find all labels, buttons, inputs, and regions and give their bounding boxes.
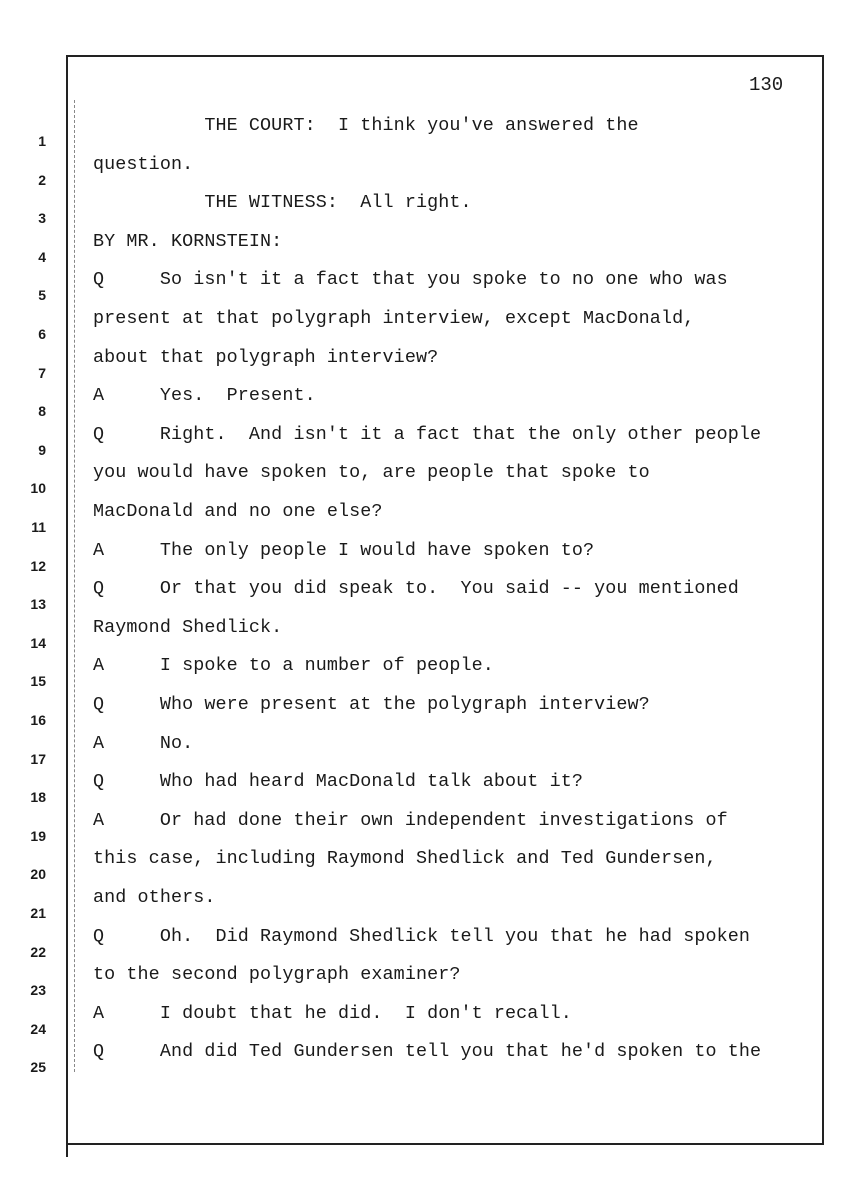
transcript-line: to the second polygraph examiner? — [93, 964, 461, 986]
line-number: 10 — [30, 480, 46, 497]
line-number: 23 — [30, 982, 46, 999]
transcript-line: Q So isn't it a fact that you spoke to no one who was — [93, 269, 728, 291]
bottom-border-tail — [66, 1143, 78, 1145]
transcript-line: A I spoke to a number of people. — [93, 655, 494, 677]
line-number: 16 — [30, 712, 46, 728]
line-number: 14 — [30, 634, 46, 651]
line-number: 8 — [38, 403, 46, 420]
line-number: 24 — [30, 1020, 46, 1037]
line-number: 21 — [30, 905, 46, 921]
line-number: 19 — [30, 827, 46, 844]
transcript-line: A No. — [93, 732, 194, 754]
line-number: 12 — [30, 557, 46, 574]
transcript-line: THE COURT: I think you've answered the — [93, 115, 639, 136]
line-number: 18 — [30, 789, 46, 806]
line-number: 11 — [31, 519, 46, 535]
transcript-line: A Or had done their own independent investigations of — [93, 809, 728, 831]
transcript-line: A I doubt that he did. I don't recall. — [93, 1002, 572, 1024]
transcript-line: question. — [93, 153, 194, 175]
transcript-line: Q Or that you did speak to. You said -- you mentioned — [93, 578, 739, 600]
line-number: 3 — [38, 210, 46, 227]
transcript-line: about that polygraph interview? — [93, 346, 439, 368]
transcript-line: Q Who were present at the polygraph interview? — [93, 694, 650, 715]
transcript-line: MacDonald and no one else? — [93, 501, 383, 522]
transcript-line: and others. — [93, 887, 216, 908]
transcript-line: Raymond Shedlick. — [93, 616, 283, 638]
page-number: 130 — [749, 74, 784, 96]
transcript-line: A The only people I would have spoken to? — [93, 539, 595, 561]
transcript-line: THE WITNESS: All right. — [93, 192, 472, 214]
transcript-line: this case, including Raymond Shedlick and Ted Gundersen, — [93, 848, 717, 870]
transcript-line: Q Right. And isn't it a fact that the only other people — [93, 423, 762, 445]
line-number: 6 — [38, 326, 46, 342]
margin-rule — [74, 100, 75, 1072]
line-number: 25 — [30, 1059, 46, 1076]
left-border-rule — [66, 55, 68, 1157]
transcript-line: you would have spoken to, are people that spoke to — [93, 462, 650, 484]
transcript-line: Q And did Ted Gundersen tell you that he'd spoken to the — [93, 1041, 762, 1063]
transcript-line: BY MR. KORNSTEIN: — [93, 230, 283, 252]
transcript-line: present at that polygraph interview, except MacDonald, — [93, 308, 695, 329]
line-number: 9 — [38, 441, 46, 458]
line-number: 2 — [38, 171, 46, 188]
line-number: 4 — [38, 248, 46, 265]
line-number: 5 — [38, 287, 46, 304]
line-number: 15 — [30, 673, 46, 690]
line-number: 7 — [38, 364, 46, 381]
line-number: 1 — [38, 133, 46, 149]
transcript-line: A Yes. Present. — [93, 385, 316, 407]
line-number: 13 — [30, 596, 46, 613]
line-number: 22 — [30, 943, 46, 960]
transcript-line: Q Who had heard MacDonald talk about it? — [93, 771, 583, 793]
transcript-line: Q Oh. Did Raymond Shedlick tell you that he had spoken — [93, 925, 751, 947]
line-number: 20 — [30, 866, 46, 883]
line-number: 17 — [30, 750, 46, 767]
